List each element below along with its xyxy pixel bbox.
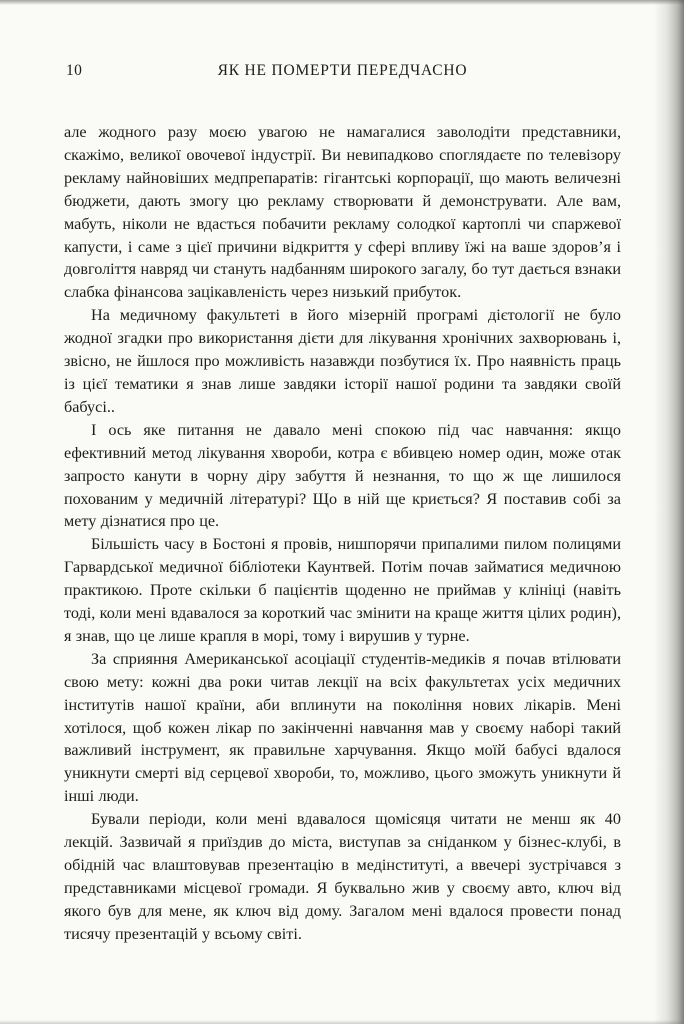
paragraph: За сприяння Американської асоціації студентів-медиків я почав втілювати свою мету: кожні два роки читав лекції на всіх факультетах усіх медичних інститутів нашої країни, аби вплинути на покоління нових лікарів. Мені хотілося, щоб кожен лікар по закінченні навчання мав у своєму наборі такий важливий інструмент, як правильне харчування. Якщо моїй бабусі вдалося уникнути смерті від серцевої хвороби, то, можливо, цього зможуть уникнути й інші люди. — [64, 649, 621, 806]
running-head — [64, 62, 621, 84]
paragraph: Бували періоди, коли мені вдавалося щомісяця читати не менш як 40 лекцій. Зазвичай я приїздив до міста, виступав за сніданком у бізнес-клубі, в обідній час влаштовував презентацію в медінституті, а ввечері зустрічався з представниками місцевої громади. Я буквально жив у своєму авто, ключ від якого був для мене, як ключ від дому. Загалом мені вдалося провести понад тисячу презентацій у всьому світі. — [64, 810, 621, 943]
paragraph: але жодного разу моєю увагою не намагалися заволодіти представники, скажімо, великої овочевої індустрії. Ви невипадково споглядаєте по телевізору рекламу найновіших медпрепаратів: гігантські корпорації, що мають величезні бюджети, дають змогу цю рекламу створювати й демонструвати. Але вам, мабуть, ніколи не вдасться побачити рекламу солодкої картоплі чи спаржевої капусти, і саме з цієї причини відкриття у сфері впливу їжі на ваше здоров’я і довголіття навряд чи стануть надбанням широкого загалу, бо тут дається взнаки слабка фінансова зацікавленість через низький прибуток. — [64, 123, 621, 302]
paragraph: Більшість часу в Бостоні я провів, нишпорячи припалими пилом полицями Гарвардської медичної бібліотеки Каунтвей. Потім почав займатися медичною практикою. Проте скільки б пацієнтів щоденно не приймав у клініці (навіть тоді, коли мені вдавалося за короткий час змінити на краще життя цілих родин), я знав, що це лише крапля в морі, тому і вирушив у турне. — [64, 535, 621, 645]
paragraph: І ось яке питання не давало мені спокою під час навчання: якщо ефективний метод лікування хвороби, котра є вбивцею номер один, може отак запросто канути в чорну діру забуття й незнання, то що ж ще лишилося похованим у медичній літературі? Що в ній ще криється? Я поставив собі за мету дізнатися про це. — [64, 420, 621, 531]
page-edge-shadow-bottom — [0, 1020, 684, 1024]
book-page — [64, 62, 621, 946]
page-edge-shadow-top — [0, 0, 684, 5]
page-edge-shadow-right — [654, 0, 684, 1024]
paragraph: На медичному факультеті в його мізерній програмі дієтології не було жодної згадки про використання дієти для лікування хронічних захворювань і, звісно, не йшлося про можливість назавжди позбутися їх. Про наявність праць із цієї тематики я знав лише завдяки історії нашої родини та завдяки своїй бабусі.. — [64, 306, 621, 416]
page-body — [64, 121, 621, 946]
running-header-title: ЯК НЕ ПОМЕРТИ ПЕРЕДЧАСНО — [217, 62, 468, 79]
page-number: 10 — [66, 62, 83, 79]
